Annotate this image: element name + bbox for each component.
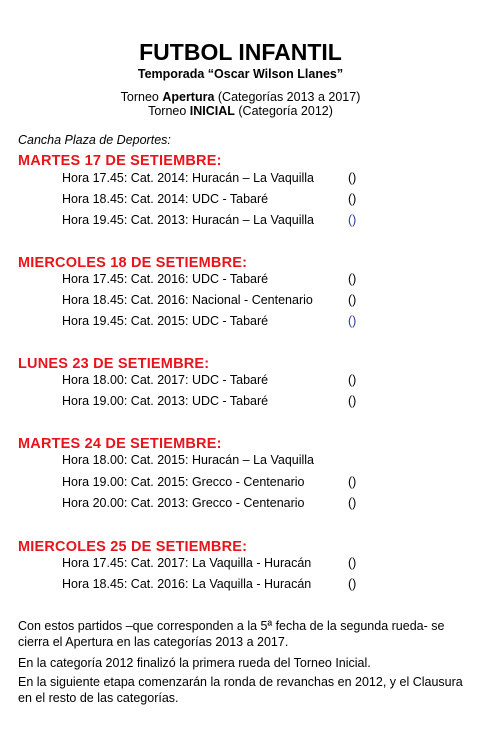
torneo-apertura-pre: Torneo — [120, 90, 163, 104]
day-heading: MARTES 24 DE SETIEMBRE: — [18, 436, 222, 452]
note-paragraph: Con estos partidos –que corresponden a la 5ª fecha de la segunda rueda- se cierra el Apertura en las categorías 2013 a 2017. — [18, 619, 445, 649]
match-line: Hora 18.45: Cat. 2014: UDC - Tabaré — [62, 192, 269, 206]
torneo-inicial-post: (Categoría 2012) — [234, 104, 333, 118]
day-heading: MIERCOLES 25 DE SETIEMBRE: — [18, 539, 248, 555]
match-line: Hora 20.00: Cat. 2013: Grecco - Centenario — [62, 496, 305, 510]
match-result: () — [348, 213, 357, 227]
match-result: () — [348, 293, 357, 307]
match-result: () — [348, 394, 357, 408]
match-result: () — [348, 577, 357, 591]
match-line: Hora 18.45: Cat. 2016: La Vaquilla - Huracán — [62, 577, 312, 591]
day-heading: MARTES 17 DE SETIEMBRE: — [18, 153, 222, 169]
torneo-inicial-pre: Torneo — [148, 104, 190, 118]
torneo-inicial-bold: INICIAL — [189, 104, 235, 118]
match-line: Hora 18.45: Cat. 2016: Nacional - Centenario — [62, 293, 313, 307]
match-result: () — [348, 496, 357, 510]
match-result: () — [348, 171, 357, 185]
torneo-apertura-bold: Apertura — [162, 90, 215, 104]
venue-label: Cancha Plaza de Deportes: — [18, 133, 171, 147]
match-result: () — [348, 192, 357, 206]
season-subtitle: Temporada “Oscar Wilson Llanes” — [137, 67, 344, 81]
match-result: () — [348, 314, 357, 328]
note-paragraph: En la siguiente etapa comenzarán la ronda de revanchas en 2012, y el Clausura en el resto de las categorías. — [18, 675, 463, 705]
day-heading: MIERCOLES 18 DE SETIEMBRE: — [18, 255, 248, 271]
torneo-inicial-line — [0, 104, 481, 118]
match-line: Hora 18.00: Cat. 2015: Huracán – La Vaquilla — [62, 453, 315, 467]
match-result: () — [348, 373, 357, 387]
match-result: () — [348, 475, 357, 489]
torneo-apertura-line — [0, 90, 481, 104]
match-result: () — [348, 556, 357, 570]
match-line: Hora 19.00: Cat. 2013: UDC - Tabaré — [62, 394, 269, 408]
match-result: () — [348, 272, 357, 286]
page-title: FUTBOL INFANTIL — [139, 39, 342, 65]
torneo-apertura-post: (Categorías 2013 a 2017) — [214, 90, 361, 104]
match-line: Hora 19.00: Cat. 2015: Grecco - Centenario — [62, 475, 305, 489]
match-line: Hora 19.45: Cat. 2015: UDC - Tabaré — [62, 314, 269, 328]
match-line: Hora 18.00: Cat. 2017: UDC - Tabaré — [62, 373, 269, 387]
match-line: Hora 17.45: Cat. 2017: La Vaquilla - Huracán — [62, 556, 312, 570]
match-line: Hora 19.45: Cat. 2013: Huracán – La Vaquilla — [62, 213, 315, 227]
note-paragraph: En la categoría 2012 finalizó la primera rueda del Torneo Inicial. — [18, 656, 371, 670]
day-heading: LUNES 23 DE SETIEMBRE: — [18, 356, 210, 372]
match-line: Hora 17.45: Cat. 2016: UDC - Tabaré — [62, 272, 269, 286]
match-line: Hora 17.45: Cat. 2014: Huracán – La Vaquilla — [62, 171, 315, 185]
